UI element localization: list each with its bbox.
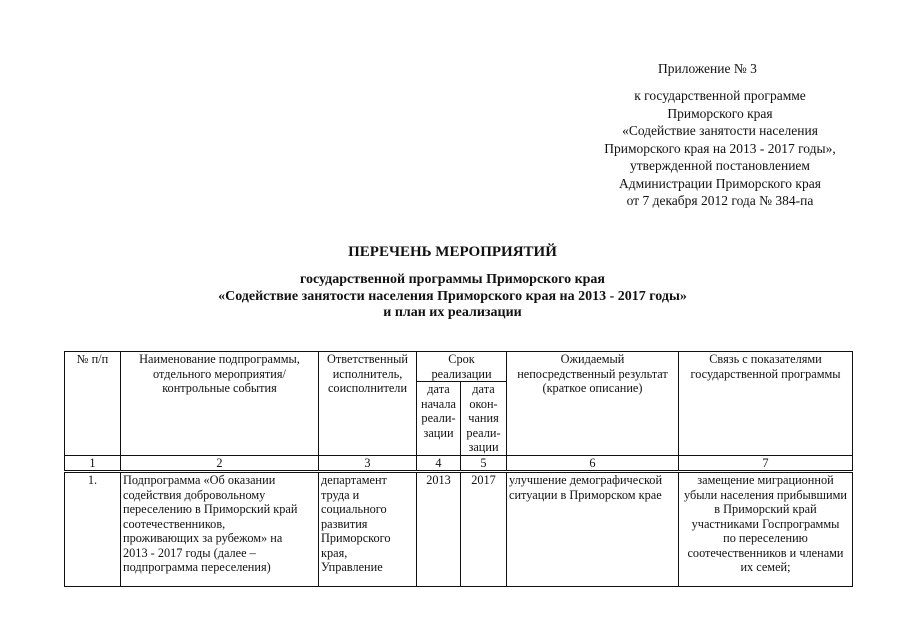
- row-result: [507, 472, 679, 587]
- header-text: (краткое описание): [542, 381, 643, 395]
- header-text: непосредственный результат: [517, 366, 668, 381]
- header-text: Наименование подпрограммы,: [139, 352, 300, 366]
- cell-line: Приморского: [321, 531, 391, 545]
- appendix-line: Приморского края: [667, 105, 773, 121]
- cell-line: улучшение демографической: [509, 473, 663, 487]
- header-text: Срок: [448, 352, 475, 366]
- column-number: 2: [121, 455, 319, 472]
- header-text: дата: [472, 382, 495, 396]
- cell-line: убыли населения прибывшими: [684, 487, 847, 502]
- row-end: 2017: [461, 472, 507, 587]
- cell-line: замещение миграционной: [697, 473, 834, 487]
- header-result: [507, 352, 679, 456]
- cell-line: соотечественников,: [123, 516, 226, 531]
- header-text: исполнитель,: [332, 366, 403, 381]
- cell-line: переселению в Приморский край: [123, 502, 298, 516]
- column-number: 1: [65, 455, 121, 472]
- column-number-row: [65, 455, 853, 472]
- header-text: государственной программы: [690, 366, 841, 381]
- header-text: Ответственный: [327, 352, 408, 366]
- row-executor: [319, 472, 417, 587]
- header-text: контрольные события: [162, 381, 277, 395]
- measures-table: [64, 351, 853, 587]
- header-text: начала: [421, 396, 456, 411]
- appendix-line: утвержденной постановлением: [630, 158, 810, 173]
- header-term: [417, 352, 507, 382]
- column-number: 4: [417, 455, 461, 472]
- header-row: [65, 352, 853, 382]
- header-text: Связь с показателями: [709, 352, 822, 366]
- appendix-line: к государственной программе: [634, 88, 806, 103]
- header-text: зации: [423, 425, 454, 440]
- appendix-line: Приморского края на 2013 - 2017 годы»,: [604, 140, 836, 156]
- cell-line: их семей;: [740, 560, 791, 574]
- cell-line: департамент: [321, 473, 387, 487]
- cell-line: участниками Госпрограммы: [691, 516, 840, 531]
- appendix-line: Администрации Приморского края: [619, 175, 821, 191]
- cell-line: содействия добровольному: [123, 487, 266, 502]
- column-number: 6: [507, 455, 679, 472]
- cell-line: развития: [321, 516, 368, 531]
- appendix-line: «Содействие занятости населения: [622, 123, 818, 138]
- document-subtitle: [0, 272, 905, 322]
- row-name: [121, 472, 319, 587]
- header-link: [679, 352, 853, 456]
- cell-line: проживающих за рубежом» на: [123, 531, 283, 545]
- header-text: реализации: [431, 366, 492, 381]
- header-text: отдельного мероприятия/: [153, 366, 286, 381]
- cell-line: по переселению: [723, 531, 808, 545]
- column-number: 3: [319, 455, 417, 472]
- cell-line: Подпрограмма «Об оказании: [123, 473, 276, 487]
- header-text: реали-: [466, 425, 501, 440]
- header-text: зации: [468, 440, 499, 454]
- header-text: Ожидаемый: [560, 352, 625, 366]
- subtitle-line: государственной программы Приморского края: [300, 272, 605, 287]
- header-text: соисполнители: [327, 381, 408, 395]
- subtitle-line: «Содействие занятости населения Приморского края на 2013 - 2017 годы»: [218, 288, 687, 304]
- row-start: 2013: [417, 472, 461, 587]
- header-num: № п/п: [65, 352, 121, 456]
- header-text: чания: [468, 411, 499, 425]
- header-text: дата: [427, 382, 450, 396]
- cell-line: Управление: [321, 560, 383, 574]
- column-number: 7: [679, 455, 853, 472]
- table-row: [65, 472, 853, 587]
- appendix-line: от 7 декабря 2012 года № 384-па: [626, 193, 814, 208]
- row-num: 1.: [65, 472, 121, 587]
- document-title: ПЕРЕЧЕНЬ МЕРОПРИЯТИЙ: [348, 244, 557, 260]
- header-end: [461, 382, 507, 456]
- header-start: [417, 382, 461, 456]
- header-name: [121, 352, 319, 456]
- header-executor: [319, 352, 417, 456]
- column-number: 5: [461, 455, 507, 472]
- subtitle-line: и план их реализации: [383, 305, 522, 320]
- cell-line: в Приморский край: [714, 502, 817, 516]
- cell-line: социального: [321, 502, 387, 516]
- cell-line: соотечественников и членами: [687, 545, 844, 560]
- header-text: окон-: [469, 396, 498, 411]
- cell-line: труда и: [321, 487, 360, 502]
- cell-line: края,: [321, 545, 348, 560]
- header-text: реали-: [421, 411, 456, 425]
- cell-line: 2013 - 2017 годы (далее –: [123, 545, 256, 560]
- cell-line: ситуации в Приморском крае: [509, 487, 662, 502]
- cell-line: подпрограмма переселения): [123, 560, 271, 574]
- appendix-lines: [560, 87, 880, 210]
- appendix-number: Приложение № 3: [658, 61, 757, 76]
- row-link: [679, 472, 853, 587]
